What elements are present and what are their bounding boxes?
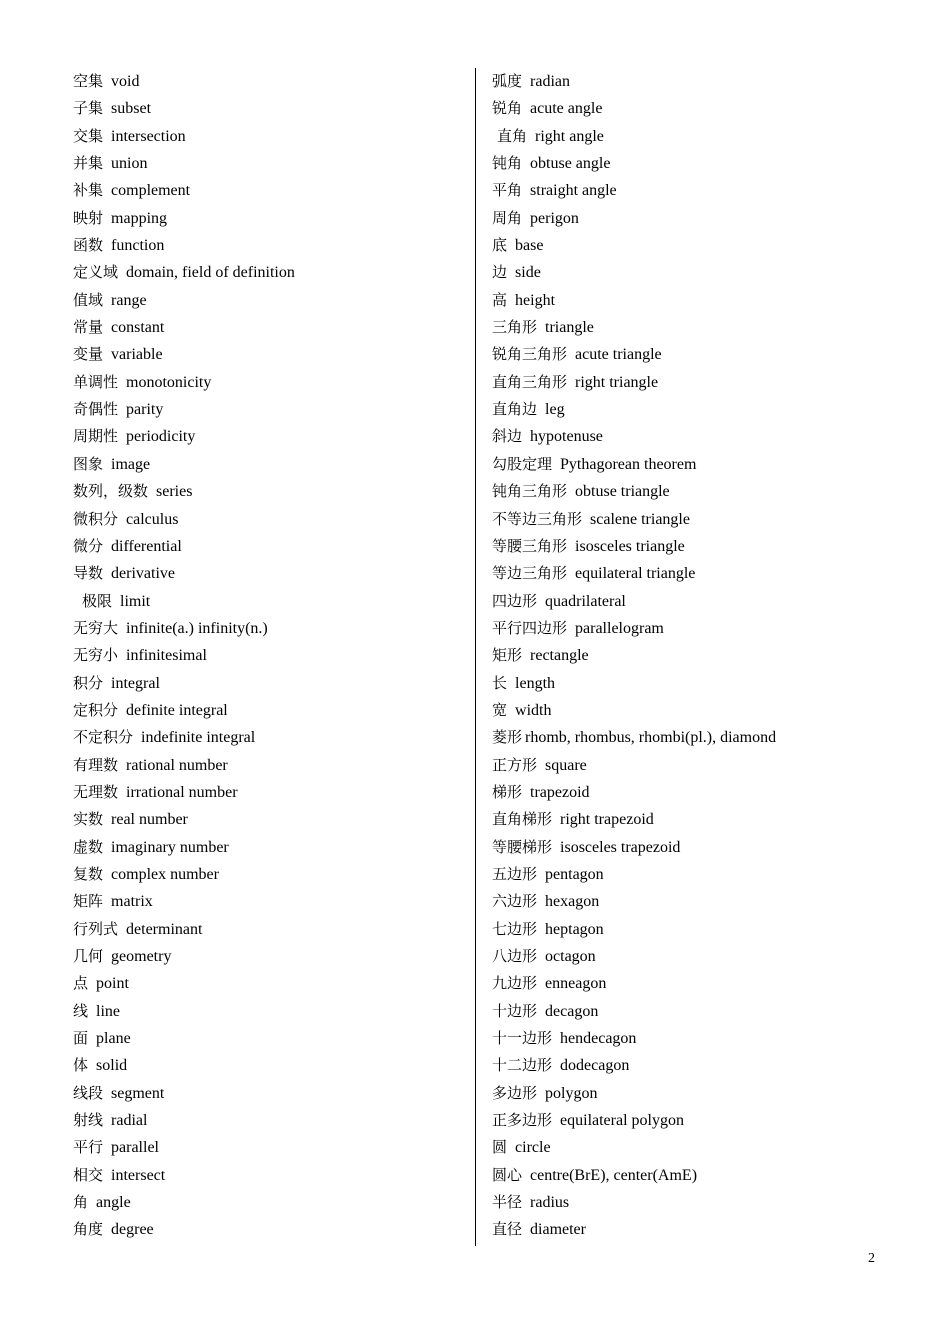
term-chinese: 直角梯形 [492, 810, 553, 829]
glossary-entry [73, 943, 463, 970]
glossary-entry [492, 533, 912, 560]
term-chinese: 锐角 [492, 99, 523, 118]
term-chinese: 补集 [73, 181, 104, 200]
glossary-entry [492, 1162, 912, 1189]
term-chinese: 值域 [73, 290, 104, 309]
term-english: octagon [545, 948, 596, 965]
glossary-entry [492, 68, 912, 95]
term-english: complement [111, 182, 191, 200]
glossary-entry [492, 1134, 912, 1161]
term-english: plane [96, 1030, 131, 1048]
term-english: radius [530, 1194, 570, 1212]
glossary-entry [492, 95, 912, 122]
term-english: void [111, 73, 140, 90]
term-english: dodecagon [560, 1057, 630, 1075]
term-english: determinant [126, 920, 203, 938]
term-english: triangle [545, 319, 594, 337]
term-english: degree [111, 1221, 154, 1239]
term-english: parallel [111, 1139, 159, 1157]
term-chinese: 无穷小 [73, 646, 119, 665]
glossary-entry [73, 861, 463, 888]
glossary-entry [73, 451, 463, 478]
term-chinese: 数列，级数 [73, 482, 149, 501]
term-chinese: 十一边形 [492, 1029, 553, 1048]
term-chinese: 单调性 [73, 372, 119, 391]
term-chinese: 三角形 [492, 318, 538, 337]
column-divider [475, 68, 476, 1246]
glossary-entry [492, 369, 912, 396]
glossary-entry [73, 670, 463, 697]
glossary-column-right [492, 68, 912, 1244]
term-chinese: 十边形 [492, 1001, 538, 1020]
term-english: image [111, 455, 151, 473]
term-chinese: 直角三角形 [492, 372, 568, 391]
glossary-entry [492, 1189, 912, 1216]
glossary-entry [492, 259, 912, 286]
glossary-entry [492, 615, 912, 642]
term-english: rational number [126, 756, 228, 774]
glossary-entry [73, 834, 463, 861]
term-english: indefinite integral [141, 729, 256, 747]
glossary-entry [73, 177, 463, 204]
glossary-entry [492, 1052, 912, 1079]
glossary-entry [492, 232, 912, 259]
glossary-entry [492, 834, 912, 861]
term-english: Pythagorean theorem [560, 455, 697, 473]
glossary-entry [492, 560, 912, 587]
glossary-entry [73, 998, 463, 1025]
glossary-entry [73, 588, 463, 615]
term-chinese: 线 [73, 1001, 89, 1020]
term-english: limit [120, 592, 151, 610]
term-chinese: 映射 [73, 208, 104, 227]
term-english: intersection [111, 127, 186, 145]
term-english: right triangle [575, 373, 659, 391]
glossary-entry [73, 1052, 463, 1079]
glossary-entry [492, 1025, 912, 1052]
glossary-entry [492, 287, 912, 314]
term-english: calculus [126, 510, 179, 528]
glossary-entry [73, 314, 463, 341]
term-chinese: 九边形 [492, 974, 538, 993]
glossary-entry [73, 697, 463, 724]
term-chinese: 周角 [492, 208, 523, 227]
glossary-entry [73, 341, 463, 368]
term-chinese: 并集 [73, 154, 104, 173]
glossary-entry [73, 779, 463, 806]
glossary-entry [492, 205, 912, 232]
glossary-entry [492, 642, 912, 669]
glossary-entry [492, 423, 912, 450]
glossary-column-left [73, 68, 463, 1244]
term-english: series [156, 483, 193, 501]
term-english: intersect [111, 1166, 166, 1184]
term-chinese: 奇偶性 [73, 400, 119, 419]
term-english: hendecagon [560, 1030, 637, 1048]
term-english: heptagon [545, 920, 604, 938]
term-chinese: 多边形 [492, 1083, 538, 1102]
term-chinese: 等腰梯形 [492, 837, 553, 856]
term-chinese: 不定积分 [73, 728, 134, 747]
glossary-entry [492, 943, 912, 970]
term-english: right angle [535, 127, 604, 145]
term-chinese: 常量 [73, 318, 104, 337]
page-number: 2 [868, 1251, 875, 1266]
term-english: real number [111, 811, 188, 829]
glossary-entry [73, 1107, 463, 1134]
glossary-entry [73, 68, 463, 95]
term-chinese: 图象 [73, 454, 104, 473]
term-english: width [515, 701, 552, 719]
glossary-entry [492, 396, 912, 423]
term-english: subset [111, 100, 152, 118]
term-chinese: 直径 [492, 1220, 523, 1239]
term-chinese: 菱形 [492, 728, 523, 747]
term-chinese: 变量 [73, 345, 104, 364]
glossary-entry [492, 1216, 912, 1243]
glossary-entry [73, 95, 463, 122]
glossary-entry [492, 506, 912, 533]
term-chinese: 子集 [73, 99, 104, 118]
term-english: acute triangle [575, 346, 662, 364]
glossary-entry [73, 506, 463, 533]
term-chinese: 定义域 [73, 263, 119, 282]
term-chinese: 射线 [73, 1111, 104, 1130]
term-english: integral [111, 674, 160, 692]
glossary-entry [492, 150, 912, 177]
term-chinese: 积分 [73, 673, 104, 692]
term-english: diameter [530, 1221, 586, 1239]
term-chinese: 长 [492, 673, 508, 692]
term-chinese: 七边形 [492, 919, 538, 938]
glossary-entry [492, 888, 912, 915]
term-english: polygon [545, 1084, 598, 1102]
glossary-entry [492, 916, 912, 943]
term-chinese: 锐角三角形 [492, 345, 568, 364]
term-english: rectangle [530, 647, 589, 665]
term-chinese: 底 [492, 236, 508, 255]
term-chinese: 相交 [73, 1165, 104, 1184]
glossary-entry [492, 478, 912, 505]
term-chinese: 体 [73, 1056, 89, 1075]
term-chinese: 斜边 [492, 427, 523, 446]
term-chinese: 边 [492, 263, 508, 282]
term-chinese: 矩阵 [73, 892, 104, 911]
term-english: radian [530, 73, 570, 90]
glossary-entry [73, 369, 463, 396]
glossary-entry [492, 697, 912, 724]
term-english: irrational number [126, 783, 238, 801]
term-english: leg [545, 401, 565, 419]
glossary-entry [73, 287, 463, 314]
term-chinese: 无穷大 [73, 618, 119, 637]
term-chinese: 几何 [73, 947, 104, 965]
term-chinese: 虚数 [73, 837, 104, 856]
glossary-entry [492, 861, 912, 888]
term-english: straight angle [530, 182, 617, 200]
term-chinese: 正方形 [492, 755, 538, 774]
term-english: trapezoid [530, 783, 590, 801]
term-english: isosceles triangle [575, 537, 685, 555]
term-chinese: 钝角三角形 [492, 482, 568, 501]
glossary-entry [492, 670, 912, 697]
term-chinese: 面 [73, 1029, 89, 1048]
term-english: right trapezoid [560, 811, 654, 829]
glossary-entry [492, 724, 912, 751]
term-english: domain, field of definition [126, 264, 295, 282]
term-chinese: 线段 [73, 1083, 104, 1102]
term-chinese: 导数 [73, 564, 104, 583]
term-chinese: 空集 [73, 72, 104, 90]
term-chinese: 无理数 [73, 782, 119, 801]
glossary-entry [492, 177, 912, 204]
term-chinese: 角 [73, 1193, 89, 1212]
glossary-entry [73, 916, 463, 943]
term-english: mapping [111, 209, 168, 227]
glossary-entry [73, 1216, 463, 1243]
glossary-entry [73, 150, 463, 177]
term-chinese: 圆心 [492, 1165, 523, 1184]
glossary-entry [492, 314, 912, 341]
glossary-entry [492, 1107, 912, 1134]
term-chinese: 弧度 [492, 72, 523, 90]
term-english: hypotenuse [530, 428, 603, 446]
term-english: obtuse triangle [575, 483, 670, 501]
term-english: point [96, 975, 129, 993]
term-english: scalene triangle [590, 510, 690, 528]
glossary-entry [492, 998, 912, 1025]
term-english: parallelogram [575, 619, 664, 637]
term-english: definite integral [126, 701, 228, 719]
term-english: derivative [111, 565, 175, 583]
term-english: centre(BrE), center(AmE) [530, 1166, 698, 1184]
glossary-entry [73, 259, 463, 286]
glossary-entry [73, 478, 463, 505]
term-english: differential [111, 537, 182, 555]
term-english: obtuse angle [530, 155, 611, 173]
term-english: segment [111, 1084, 165, 1102]
glossary-entry [73, 123, 463, 150]
glossary-entry [73, 970, 463, 997]
term-english: equilateral triangle [575, 565, 696, 583]
term-english: rhomb, rhombus, rhombi(pl.), diamond [525, 729, 777, 747]
glossary-entry [73, 205, 463, 232]
term-english: side [515, 264, 541, 282]
term-chinese: 五边形 [492, 864, 538, 883]
term-english: quadrilateral [545, 592, 626, 610]
glossary-entry [73, 1162, 463, 1189]
term-chinese: 点 [73, 974, 89, 993]
term-english: function [111, 237, 165, 255]
term-english: infinitesimal [126, 647, 207, 665]
term-chinese: 平行 [73, 1138, 104, 1157]
term-chinese: 六边形 [492, 892, 538, 911]
glossary-entry [73, 1189, 463, 1216]
term-english: line [96, 1002, 121, 1020]
term-english: radial [111, 1112, 148, 1130]
glossary-entry [492, 123, 912, 150]
term-chinese: 微分 [73, 536, 104, 555]
term-chinese: 宽 [492, 700, 508, 719]
glossary-entry [73, 1134, 463, 1161]
term-chinese: 直角 [497, 126, 528, 145]
term-chinese: 四边形 [492, 591, 538, 610]
glossary-entry [492, 779, 912, 806]
term-english: complex number [111, 865, 219, 883]
glossary-entry [73, 423, 463, 450]
term-english: range [111, 291, 147, 309]
term-chinese: 角度 [73, 1220, 104, 1239]
term-english: isosceles trapezoid [560, 838, 681, 856]
term-chinese: 矩形 [492, 646, 523, 665]
term-chinese: 周期性 [73, 427, 119, 446]
term-english: imaginary number [111, 838, 229, 856]
glossary-entry [73, 642, 463, 669]
term-chinese: 等腰三角形 [492, 536, 568, 555]
term-english: union [111, 155, 148, 173]
term-english: angle [96, 1194, 131, 1212]
term-english: base [515, 237, 544, 255]
term-english: parity [126, 401, 164, 419]
term-english: constant [111, 319, 165, 337]
term-english: monotonicity [126, 373, 212, 391]
glossary-entry [73, 1080, 463, 1107]
glossary-entry [73, 560, 463, 587]
term-chinese: 等边三角形 [492, 564, 568, 583]
term-english: height [515, 291, 556, 309]
glossary-entry [73, 1025, 463, 1052]
glossary-entry [492, 752, 912, 779]
term-english: infinite(a.) infinity(n.) [126, 619, 268, 637]
term-chinese: 正多边形 [492, 1111, 553, 1130]
term-chinese: 实数 [73, 810, 104, 829]
term-chinese: 行列式 [73, 919, 119, 938]
term-english: perigon [530, 209, 579, 227]
glossary-entry [73, 232, 463, 259]
term-english: circle [515, 1139, 551, 1157]
glossary-entry [73, 888, 463, 915]
term-english: pentagon [545, 865, 604, 883]
term-chinese: 高 [492, 290, 508, 309]
term-chinese: 半径 [492, 1193, 523, 1212]
term-chinese: 平行四边形 [492, 618, 568, 637]
term-chinese: 钝角 [492, 154, 523, 173]
term-chinese: 极限 [82, 591, 113, 610]
term-chinese: 有理数 [73, 755, 119, 774]
term-english: length [515, 674, 556, 692]
term-english: square [545, 756, 587, 774]
term-english: hexagon [545, 893, 600, 911]
term-english: matrix [111, 893, 153, 911]
glossary-entry [492, 970, 912, 997]
term-chinese: 八边形 [492, 947, 538, 965]
glossary-entry [73, 615, 463, 642]
term-english: equilateral polygon [560, 1112, 684, 1130]
glossary-entry [492, 588, 912, 615]
term-chinese: 圆 [492, 1138, 508, 1157]
glossary-entry [73, 396, 463, 423]
term-chinese: 梯形 [492, 782, 523, 801]
term-english: variable [111, 346, 163, 364]
term-english: solid [96, 1057, 128, 1075]
glossary-entry [492, 451, 912, 478]
glossary-entry [492, 806, 912, 833]
glossary-entry [73, 752, 463, 779]
glossary-entry [73, 806, 463, 833]
term-english: periodicity [126, 428, 196, 446]
glossary-entry [492, 1080, 912, 1107]
term-english: acute angle [530, 100, 603, 118]
term-chinese: 函数 [73, 236, 104, 255]
term-english: enneagon [545, 975, 607, 993]
term-chinese: 勾股定理 [492, 454, 553, 473]
glossary-entry [73, 724, 463, 751]
term-chinese: 微积分 [73, 509, 119, 528]
term-chinese: 平角 [492, 181, 523, 200]
term-chinese: 十二边形 [492, 1056, 553, 1075]
term-english: geometry [111, 948, 172, 965]
glossary-entry [492, 341, 912, 368]
term-chinese: 不等边三角形 [492, 509, 583, 528]
term-chinese: 直角边 [492, 400, 538, 419]
term-english: decagon [545, 1002, 599, 1020]
term-chinese: 复数 [73, 864, 104, 883]
glossary-entry [73, 533, 463, 560]
term-chinese: 定积分 [73, 700, 119, 719]
term-chinese: 交集 [73, 126, 104, 145]
